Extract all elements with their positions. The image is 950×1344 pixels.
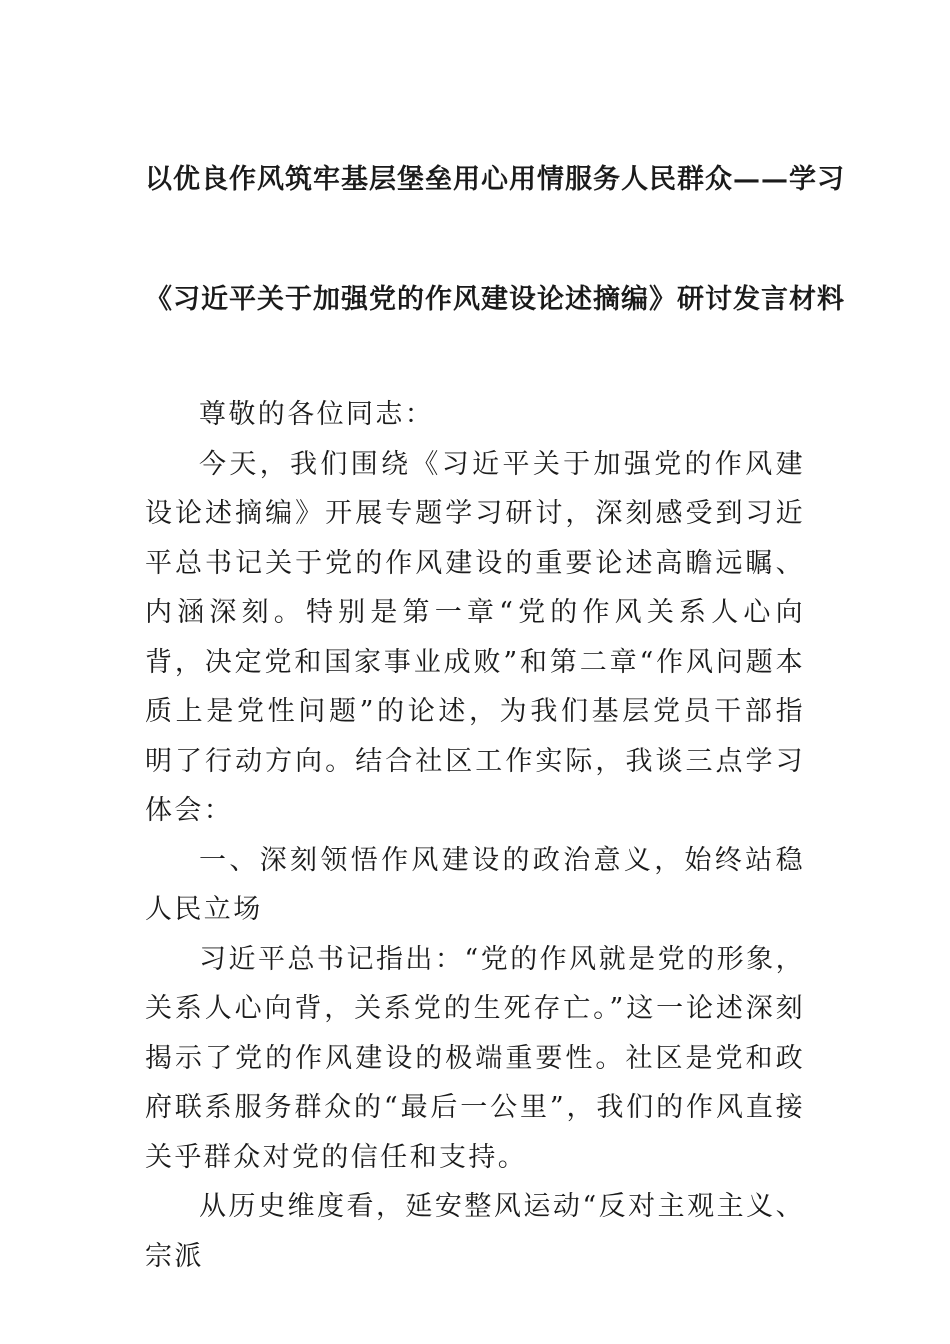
document-title-line-2: 《习近平关于加强党的作风建设论述摘编》研讨发言材料	[145, 284, 845, 315]
body-paragraph: 从历史维度看，延安整风运动“反对主观主义、宗派	[145, 1191, 805, 1272]
salutation: 尊敬的各位同志：	[199, 399, 435, 430]
document-body	[145, 390, 805, 1281]
intro-paragraph: 今天，我们围绕《习近平关于加强党的作风建设论述摘编》开展专题学习研讨，深刻感受到习近平总书记关于党的作风建设的重要论述高瞻远瞩、内涵深刻。特别是第一章“党的作风关系人心向背，决定党和国家事业成败”和第二章“作风问题本质上是党性问题”的论述，为我们基层党员干部指明了行动方向。结合社区工作实际，我谈三点学习体会：	[145, 448, 805, 826]
body-paragraph: 习近平总书记指出：“党的作风就是党的形象，关系人心向背，关系党的生死存亡。”这一论述深刻揭示了党的作风建设的极端重要性。社区是党和政府联系服务群众的“最后一公里”，我们的作风直接关乎群众对党的信任和支持。	[145, 943, 805, 1173]
document-title-line-1: 以优良作风筑牢基层堡垒用心用情服务人民群众——学习	[145, 164, 845, 195]
section-heading-1: 一、深刻领悟作风建设的政治意义，始终站稳人民立场	[145, 844, 805, 925]
